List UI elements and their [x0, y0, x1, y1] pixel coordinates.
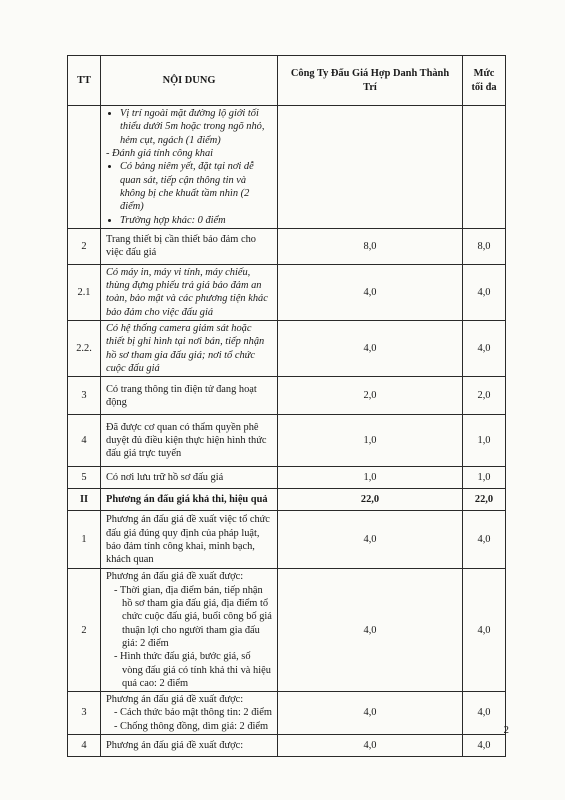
row-tt: 5 — [68, 467, 101, 489]
row-score: 4,0 — [278, 692, 463, 735]
bullet-item: • Trường hợp khác: 0 điểm — [120, 214, 272, 227]
row-max: 4,0 — [463, 264, 506, 320]
row-score: 4,0 — [278, 511, 463, 569]
section-max: 22,0 — [463, 489, 506, 511]
dash-item: - Đánh giá tính công khai — [106, 147, 214, 159]
row-content: Có trang thông tin điện tử đang hoạt động — [101, 377, 278, 415]
table-row — [68, 228, 506, 264]
section-score: 22,0 — [278, 489, 463, 511]
table-row — [68, 511, 506, 569]
row-content: Đã được cơ quan có thẩm quyền phê duyệt đủ điều kiện thực hiện hình thức đấu giá trực tuyến — [101, 415, 278, 467]
row-content: Có nơi lưu trữ hồ sơ đấu giá — [101, 467, 278, 489]
table-row — [68, 467, 506, 489]
row-content — [101, 569, 278, 692]
row-tt: 4 — [68, 415, 101, 467]
row-tt: 2.2. — [68, 321, 101, 377]
table-row — [68, 692, 506, 735]
row-content: Trang thiết bị cần thiết bảo đảm cho việc đấu giá — [101, 228, 278, 264]
dash-item: - Thời gian, địa điểm bán, tiếp nhận hồ sơ tham gia đấu giá, địa điểm tổ chức cuộc đấu giá, buổi công bố giá thuận lợi cho người tham gia đấu giá: 2 điểm — [114, 584, 272, 649]
row-tt: 4 — [68, 735, 101, 757]
bullet-item: • Vị trí ngoài mặt đường lộ giới tối thiểu dưới 5m hoặc trong ngõ nhỏ, hẻm cụt, ngách (1 điểm) — [120, 107, 272, 147]
row-score: 2,0 — [278, 377, 463, 415]
header-row — [68, 56, 506, 106]
row-content: Phương án đấu giá đề xuất được: — [101, 735, 278, 757]
table-row — [68, 377, 506, 415]
dash-item: - Chống thông đồng, dìm giá: 2 điểm — [114, 720, 269, 732]
row-score: 4,0 — [278, 264, 463, 320]
table-row — [68, 321, 506, 377]
row-intro: Phương án đấu giá đề xuất được: — [106, 571, 244, 583]
row-tt: 2 — [68, 228, 101, 264]
row-tt: 1 — [68, 511, 101, 569]
row-content — [101, 692, 278, 735]
row-max: 1,0 — [463, 467, 506, 489]
row-tt: 2.1 — [68, 264, 101, 320]
section-title: Phương án đấu giá khả thi, hiệu quả — [101, 489, 278, 511]
section-row — [68, 489, 506, 511]
row-content: Phương án đấu giá đề xuất việc tổ chức đấu giá đúng quy định của pháp luật, bảo đảm tính công khai, minh bạch, khách quan — [101, 511, 278, 569]
row-score: 4,0 — [278, 321, 463, 377]
header-content: NỘI DUNG — [101, 56, 278, 106]
row-content: Có hệ thống camera giám sát hoặc thiết bị ghi hình tại nơi bán, tiếp nhận hồ sơ tham gia đấu giá; nơi tổ chức cuộc đấu giá — [101, 321, 278, 377]
table-row — [68, 735, 506, 757]
row-score: 4,0 — [278, 735, 463, 757]
bullet-item: • Có bảng niêm yết, đặt tại nơi dễ quan sát, tiếp cận thông tin và không bị che khuất tầm nhìn (2 điểm) — [120, 160, 272, 213]
row-max: 4,0 — [463, 735, 506, 757]
table-row-continued — [68, 106, 506, 229]
dash-item: - Hình thức đấu giá, bước giá, số vòng đấu giá có tính khả thi và hiệu quả cao: 2 điểm — [114, 651, 271, 689]
row-tt: 3 — [68, 692, 101, 735]
criteria-table — [67, 55, 506, 757]
row-max: 8,0 — [463, 228, 506, 264]
continued-criteria — [101, 106, 278, 229]
row-max: 4,0 — [463, 511, 506, 569]
row-score: 1,0 — [278, 415, 463, 467]
table-row — [68, 264, 506, 320]
row-tt: 3 — [68, 377, 101, 415]
page-number: 2 — [503, 724, 509, 736]
table-row — [68, 415, 506, 467]
header-company: Công Ty Đấu Giá Hợp Danh Thành Trí — [278, 56, 463, 106]
row-max: 4,0 — [463, 321, 506, 377]
header-tt: TT — [68, 56, 101, 106]
dash-item: - Cách thức bảo mật thông tin: 2 điểm — [114, 707, 272, 719]
row-score: 8,0 — [278, 228, 463, 264]
row-max: 1,0 — [463, 415, 506, 467]
row-max: 4,0 — [463, 692, 506, 735]
row-intro: Phương án đấu giá đề xuất được: — [106, 694, 244, 706]
row-score: 1,0 — [278, 467, 463, 489]
table-row — [68, 569, 506, 692]
row-content: Có máy in, máy vi tính, máy chiếu, thùng đựng phiếu trả giá bảo đảm an toàn, bảo mật và các phương tiện khác bảo đảm cho việc đấu giá — [101, 264, 278, 320]
row-tt: 2 — [68, 569, 101, 692]
row-max: 4,0 — [463, 569, 506, 692]
row-score: 4,0 — [278, 569, 463, 692]
row-max: 2,0 — [463, 377, 506, 415]
section-tt: II — [68, 489, 101, 511]
header-max: Mức tối đa — [463, 56, 506, 106]
